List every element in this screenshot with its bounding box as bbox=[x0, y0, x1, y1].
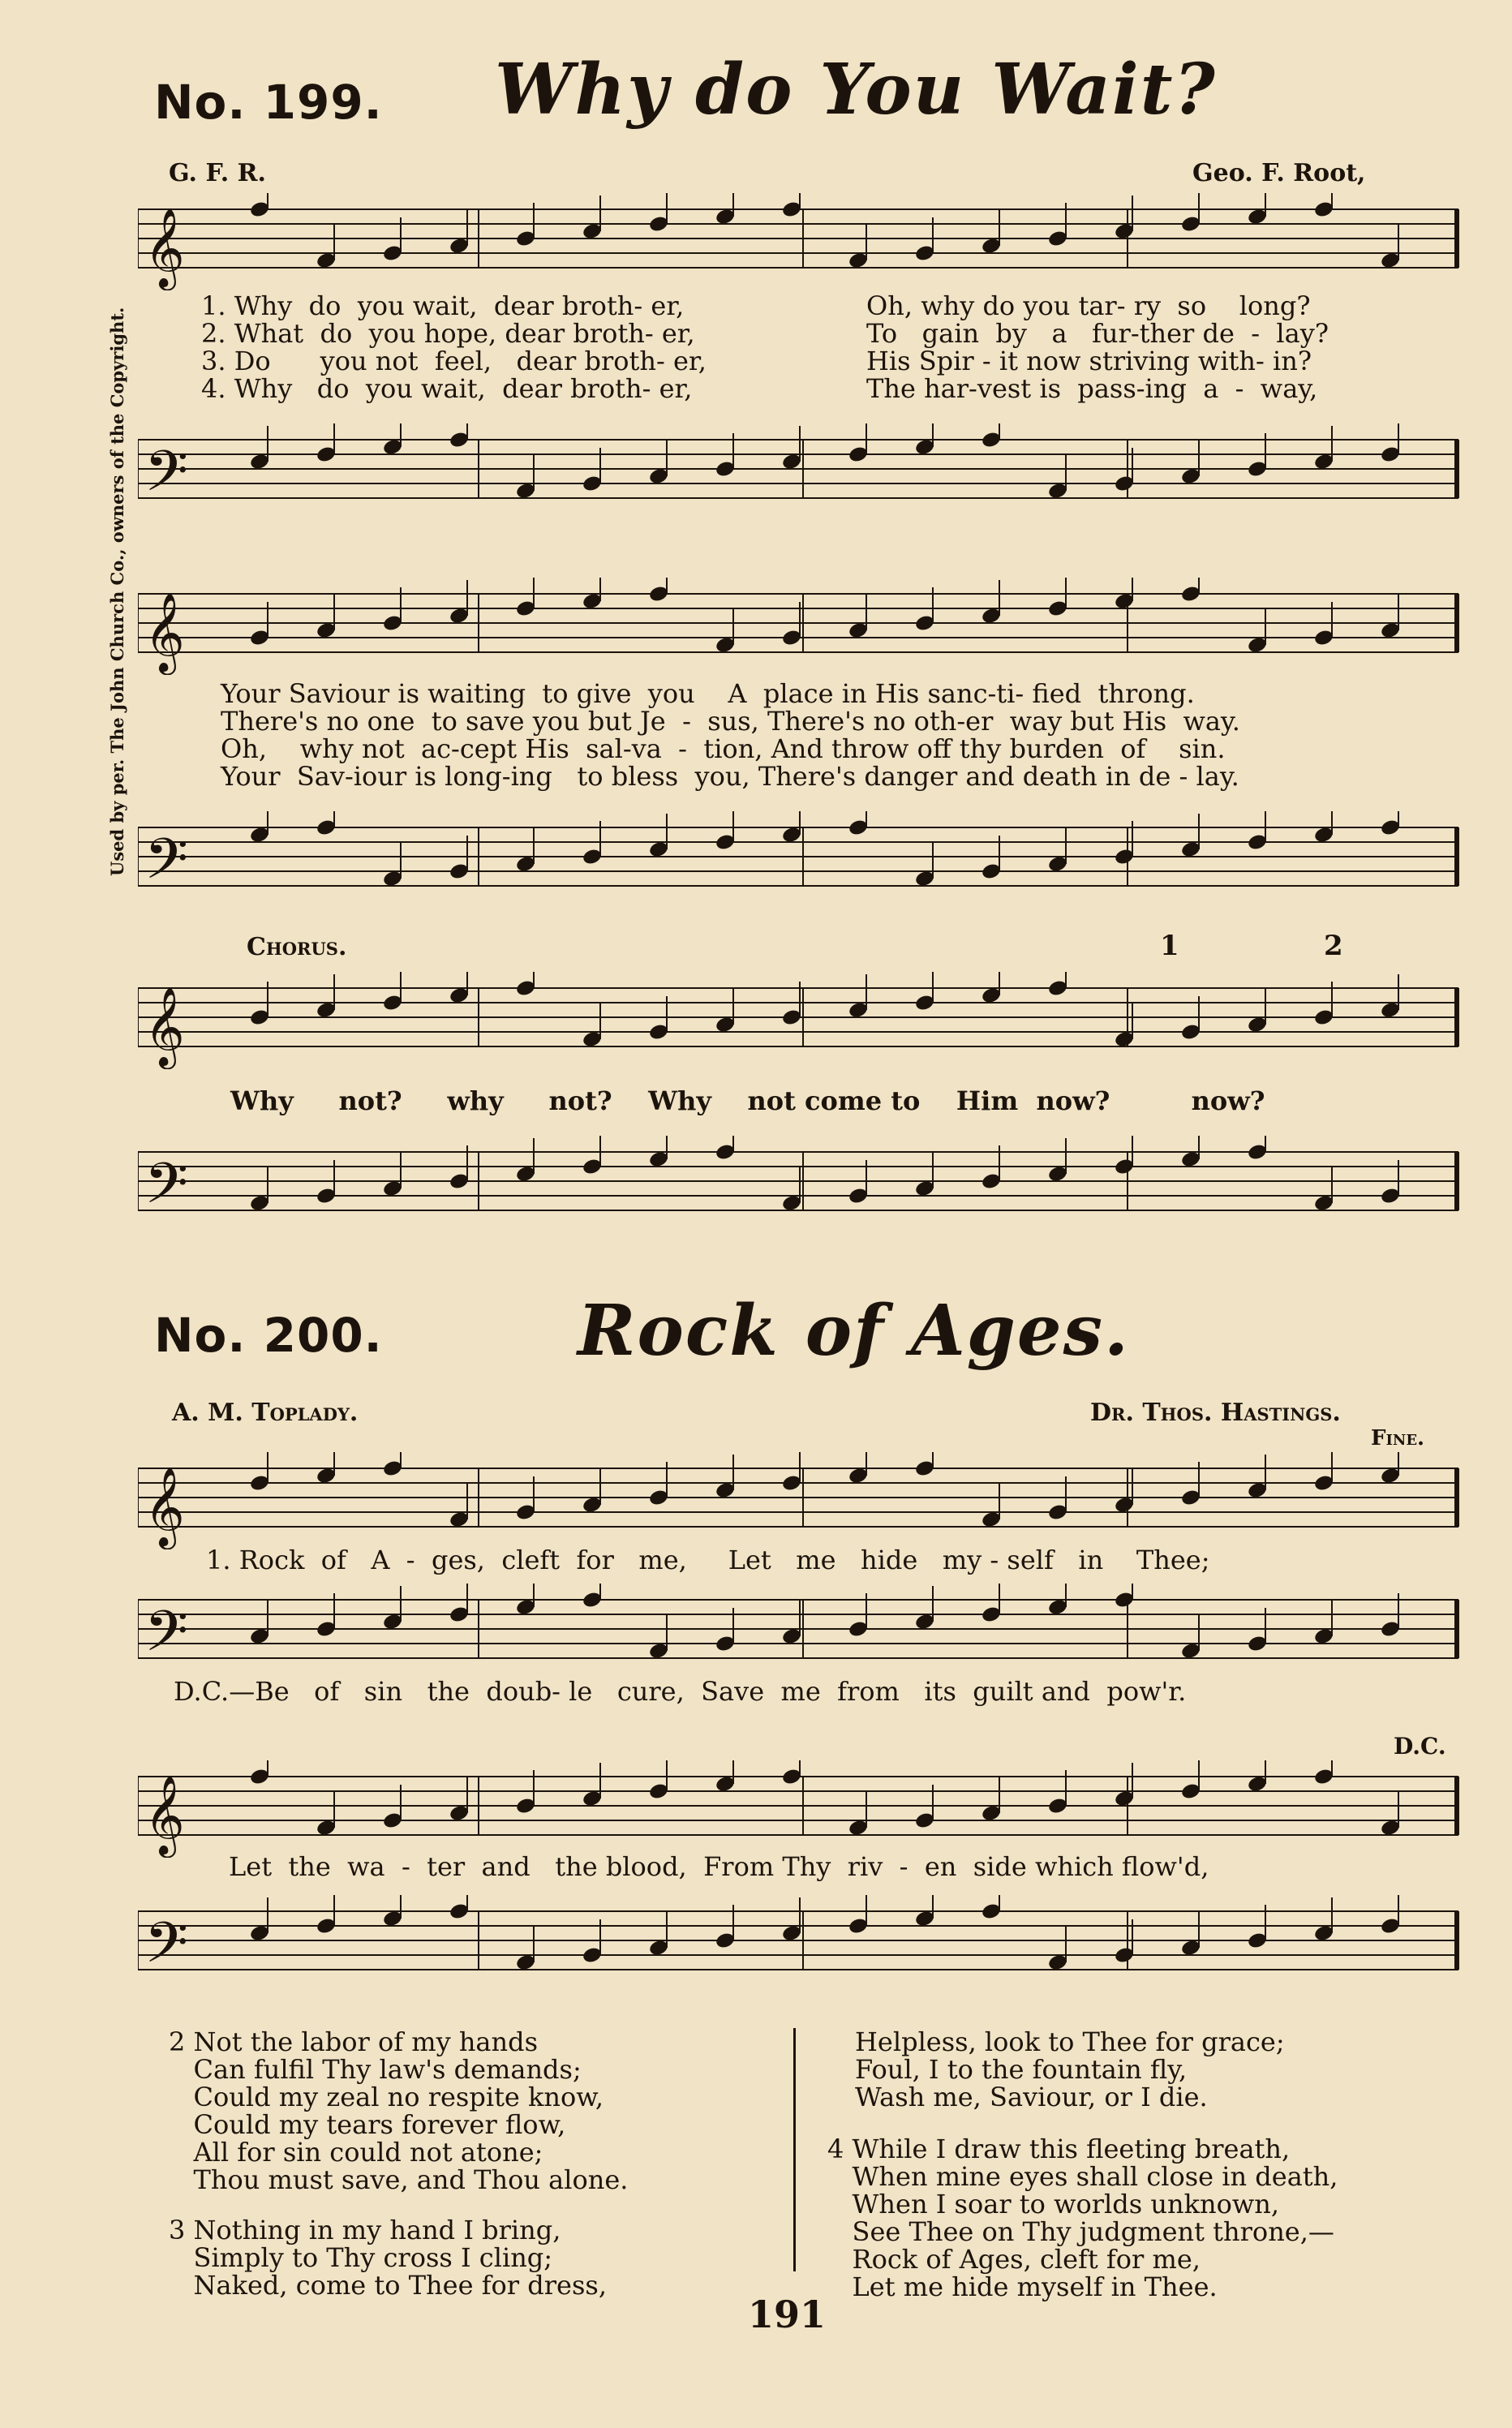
staff-lines bbox=[138, 1760, 1460, 1858]
staff-lines bbox=[138, 423, 1460, 521]
hymn-199-verse-4-lyrics: 4. Why do you wait, dear broth- er, bbox=[201, 373, 693, 404]
hymn-199-words-by: G. F. R. bbox=[169, 159, 266, 187]
hymn-199-verse-2-lyrics-b: To gain by a fur-ther de - lay? bbox=[866, 318, 1329, 349]
hymn-199-chorus-bass-staff bbox=[138, 1136, 1460, 1233]
hymn-200-system-2-treble-staff bbox=[138, 1760, 1460, 1858]
hymn-199-number: No. 199. bbox=[154, 75, 383, 130]
clef-icon: 𝄞 bbox=[144, 1467, 185, 1546]
hymn-199-refrain-line-4: Your Sav-iour is long-ing to bless you, There's danger and death in de - lay. bbox=[221, 761, 1239, 792]
fine-marker: Fine. bbox=[1371, 1426, 1425, 1450]
hymn-199-system-1-treble-staff bbox=[138, 193, 1460, 290]
hymn-199-verse-1-lyrics: 1. Why do you wait, dear broth- er, bbox=[201, 290, 685, 321]
clef-icon: 𝄢 bbox=[144, 438, 189, 518]
clef-icon: 𝄢 bbox=[144, 1910, 189, 1989]
ending-2-label: 2 bbox=[1324, 930, 1343, 962]
hymn-200-words-by: A. M. Toplady. bbox=[172, 1399, 359, 1427]
clef-icon: 𝄢 bbox=[144, 1598, 189, 1678]
copyright-side-note: Used by per. The John Church Co., owners of the Copyright. bbox=[107, 307, 127, 876]
hymn-200-system-2-bass-staff bbox=[138, 1895, 1460, 1992]
hymn-199-refrain-line-2: There's no one to save you but Je - sus, There's no oth-er way but His way. bbox=[221, 706, 1240, 737]
staff-lines bbox=[138, 1136, 1460, 1233]
chorus-lyrics: Why not? why not? Why not come to Him now? now? bbox=[230, 1085, 1265, 1116]
hymn-199-verse-3-lyrics-b: His Spir - it now striving with- in? bbox=[866, 346, 1312, 376]
hymn-200-music-by: Dr. Thos. Hastings. bbox=[1090, 1399, 1341, 1427]
clef-icon: 𝄞 bbox=[144, 208, 185, 287]
hymn-199-verse-1-lyrics-b: Oh, why do you tar- ry so long? bbox=[866, 290, 1311, 321]
clef-icon: 𝄢 bbox=[144, 1150, 189, 1230]
hymn-199-verse-2-lyrics: 2. What do you hope, dear broth- er, bbox=[201, 318, 695, 349]
hymn-199-title: Why do You Wait? bbox=[495, 49, 1217, 131]
hymn-199-refrain-line-3: Oh, why not ac-cept His sal-va - tion, And throw off thy burden of sin. bbox=[221, 733, 1226, 764]
hymn-200-verse-1-line-1: 1. Rock of A - ges, cleft for me, Let me hide my - self in Thee; bbox=[206, 1545, 1210, 1575]
clef-icon: 𝄞 bbox=[144, 986, 185, 1066]
hymn-200-system-1-bass-staff bbox=[138, 1584, 1460, 1681]
clef-icon: 𝄞 bbox=[144, 1775, 185, 1854]
hymn-200-verse-1-line-2: Let the wa - ter and the blood, From Thy riv - en side which flow'd, bbox=[229, 1851, 1209, 1882]
hymn-199-music-by: Geo. F. Root, bbox=[1192, 159, 1366, 187]
hymn-200-dc-line: D.C.—Be of sin the doub- le cure, Save me from its guilt and pow'r. bbox=[174, 1676, 1187, 1707]
verse-column-divider bbox=[793, 2028, 796, 2271]
ending-1-label: 1 bbox=[1160, 930, 1179, 962]
clef-icon: 𝄞 bbox=[144, 592, 185, 672]
hymn-200-title: Rock of Ages. bbox=[578, 1290, 1130, 1372]
hymn-199-refrain-line-1: Your Saviour is waiting to give you A place in His sanc-ti- fied throng. bbox=[221, 678, 1195, 709]
hymn-199-system-2-treble-staff bbox=[138, 578, 1460, 675]
hymn-200-number: No. 200. bbox=[154, 1308, 383, 1363]
staff-lines bbox=[138, 972, 1460, 1069]
hymn-200-system-1-treble-staff bbox=[138, 1452, 1460, 1549]
dc-marker: D.C. bbox=[1394, 1733, 1446, 1760]
clef-icon: 𝄢 bbox=[144, 826, 189, 905]
hymn-199-verse-4-lyrics-b: The har-vest is pass-ing a - way, bbox=[866, 373, 1318, 404]
hymn-199-system-2-bass-staff bbox=[138, 811, 1460, 909]
hymn-199-chorus-treble-staff bbox=[138, 972, 1460, 1069]
staff-lines bbox=[138, 578, 1460, 675]
verse-3-continued: Helpless, look to Thee for grace; Foul, I to the fountain fly, Wash me, Saviour, or I die. bbox=[855, 2026, 1285, 2112]
verse-2: 2 Not the labor of my hands Can fulfil Thy law's demands; Could my zeal no respite know, Could my tears forever flow, All for sin could not atone; Thou must save, and Thou alone. bbox=[169, 2026, 629, 2195]
hymn-199-verse-3-lyrics: 3. Do you not feel, dear broth- er, bbox=[201, 346, 707, 376]
page-number: 191 bbox=[748, 2293, 827, 2336]
staff-lines bbox=[138, 1584, 1460, 1681]
staff-lines bbox=[138, 1452, 1460, 1549]
chorus-label: Chorus. bbox=[247, 933, 347, 961]
staff-lines bbox=[138, 193, 1460, 290]
staff-lines bbox=[138, 1895, 1460, 1992]
hymn-199-system-1-bass-staff bbox=[138, 423, 1460, 521]
verse-3: 3 Nothing in my hand I bring, Simply to Thy cross I cling; Naked, come to Thee for dress, bbox=[169, 2215, 607, 2301]
verse-4: 4 While I draw this fleeting breath, When mine eyes shall close in death, When I soar to worlds unknown, See Thee on Thy judgment throne,— Rock of Ages, cleft for me, Let me hide myself in Thee. bbox=[827, 2134, 1338, 2302]
staff-lines bbox=[138, 811, 1460, 909]
